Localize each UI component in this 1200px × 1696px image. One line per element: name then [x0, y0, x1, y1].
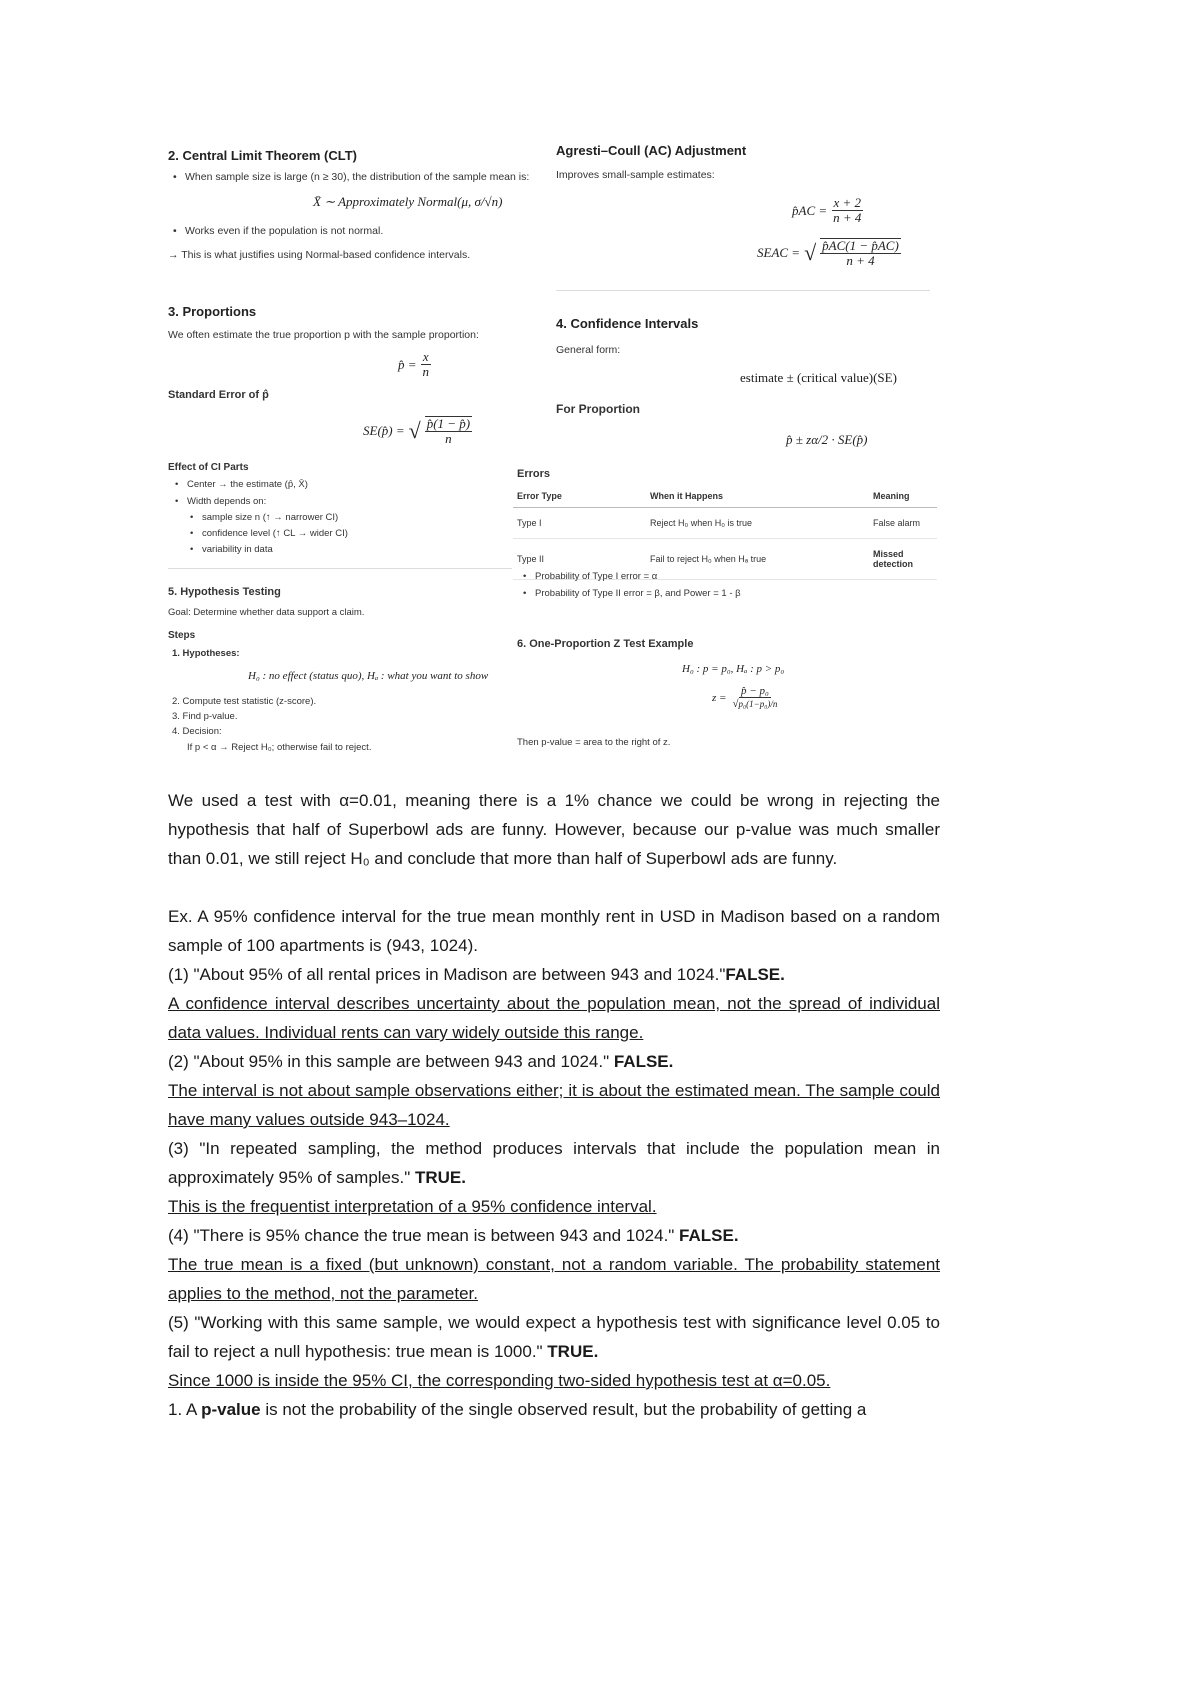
ztest-z-numerator: p̂ − p₀	[741, 685, 769, 697]
bullet-icon: •	[523, 571, 527, 582]
statement-2-explanation: The interval is not about sample observations either; it is about the estimated mean. The sample could have many values outside 943–1024.	[168, 1081, 940, 1129]
bullet-icon: •	[175, 479, 179, 490]
p-value-text: is not the probability of the single observed result, but the probability of getting a	[260, 1400, 867, 1419]
statement-2-verdict: FALSE.	[613, 1052, 674, 1071]
ci-parts-item	[175, 479, 308, 490]
ci-general: General form:	[556, 344, 621, 356]
ci-parts-item	[175, 496, 267, 507]
hyp-step-2: 2. Compute test statistic (z-score).	[172, 696, 317, 707]
se-denominator: n	[445, 431, 452, 447]
sqrt-icon: √	[732, 698, 739, 711]
ci-parts-subitem-text: confidence level (↑ CL → wider CI)	[202, 528, 348, 539]
errors-bullet-text: Probability of Type I error = α	[535, 571, 658, 582]
hyp-goal: Goal: Determine whether data support a claim.	[168, 607, 365, 618]
ztest-title: 6. One-Proportion Z Test Example	[517, 638, 694, 650]
ci-parts-subitem-text: sample size n (↑ → narrower CI)	[202, 512, 339, 523]
divider	[168, 568, 512, 569]
ac-desc: Improves small-sample estimates:	[556, 169, 715, 181]
statement-3-explanation: This is the frequentist interpretation of a 95% confidence interval.	[168, 1197, 657, 1216]
table-cell: Type I	[513, 508, 646, 539]
example-section	[168, 902, 940, 1424]
errors-header: Meaning	[869, 485, 937, 508]
ztest-z-formula	[712, 685, 779, 710]
statement-2-text: (2) "About 95% in this sample are between 943 and 1024."	[168, 1052, 614, 1071]
se-formula	[363, 416, 472, 447]
se-numerator: p̂(1 − p̂)	[426, 416, 471, 431]
proportions-title: 3. Proportions	[168, 304, 257, 319]
ci-parts-subitem	[190, 544, 273, 555]
ac-p-fraction	[831, 196, 863, 226]
p-value-term: p-value	[201, 1400, 261, 1419]
statement-4-explanation: The true mean is a fixed (but unknown) constant, not a random variable. The probability statement applies to the method, not the parameter.	[168, 1255, 940, 1303]
ac-se-denominator: n + 4	[846, 253, 875, 269]
statement-1-text: (1) "About 95% of all rental prices in Madison are between 943 and 1024."	[168, 965, 726, 984]
bullet-icon: •	[190, 512, 194, 523]
ac-p-denominator: n + 4	[833, 210, 862, 226]
hyp-step-4: 4. Decision:	[172, 726, 222, 737]
bullet-icon: •	[175, 496, 179, 507]
errors-header: Error Type	[513, 485, 646, 508]
errors-bullet	[523, 571, 658, 582]
conclusion-paragraph	[168, 786, 940, 873]
statement-3-text: (3) "In repeated sampling, the method produces intervals that include the population mean in approximately 95% of samples."	[168, 1139, 940, 1187]
table-cell: Missed detection	[869, 539, 937, 580]
se-fraction	[425, 416, 472, 447]
p-hat-formula	[398, 350, 431, 380]
ci-title: 4. Confidence Intervals	[556, 316, 699, 331]
ac-se-formula	[757, 238, 901, 269]
ci-parts-item-text: Width depends on:	[187, 496, 267, 507]
table-row	[513, 508, 937, 539]
bullet-icon: •	[523, 588, 527, 599]
sqrt-icon: √	[408, 418, 421, 444]
errors-header: When it Happens	[646, 485, 869, 508]
statement-1	[168, 960, 940, 989]
hyp-step-1: 1. Hypotheses:	[172, 648, 240, 659]
p-hat-fraction	[421, 350, 432, 380]
bullet-icon: •	[190, 528, 194, 539]
statement-4	[168, 1221, 940, 1250]
hyp-step-4-detail: If p < α → Reject H₀; otherwise fail to reject.	[187, 742, 372, 753]
p-hat-numerator: x	[422, 349, 429, 364]
statement-5	[168, 1308, 940, 1366]
hyp-step-1-formula: H₀ : no effect (status quo), Hₐ : what you want to show	[248, 670, 489, 682]
p-value-prefix: 1. A	[168, 1400, 202, 1419]
ac-se-fraction	[820, 238, 901, 269]
table-cell: Type II	[513, 539, 646, 580]
statement-4-verdict: FALSE.	[679, 1226, 739, 1245]
hyp-title: 5. Hypothesis Testing	[168, 586, 281, 598]
errors-title: Errors	[517, 468, 551, 480]
sqrt-icon: √	[804, 240, 817, 266]
clt-formula: X̄ ∼ Approximately Normal(μ, σ/√n)	[313, 194, 503, 209]
example-intro: Ex. A 95% confidence interval for the true mean monthly rent in USD in Madison based on a random sample of 100 apartments is (943, 1024).	[168, 907, 940, 955]
p-value-definition	[168, 1395, 940, 1424]
conclusion-text: We used a test with α=0.01, meaning there is a 1% chance we could be wrong in rejecting the hypothesis that half of Superbowl ads are funny. However, because our p-value was much smaller than 0.01, we still reject H₀ and conclude that more than half of Superbowl ads are funny.	[168, 791, 940, 868]
ztest-z-denominator	[730, 698, 779, 710]
errors-bullet	[523, 588, 741, 599]
ztest-hyp-formula: H₀ : p = p₀, Hₐ : p > p₀	[682, 663, 785, 675]
ci-parts-item-text: Center → the estimate (p̂, X̄)	[187, 479, 308, 490]
clt-title: 2. Central Limit Theorem (CLT)	[168, 148, 357, 163]
ci-parts-subitem-text: variability in data	[202, 544, 273, 555]
statement-5-verdict: TRUE.	[547, 1342, 599, 1361]
divider	[556, 290, 930, 291]
bullet-icon: •	[190, 544, 194, 555]
errors-table	[513, 485, 937, 580]
table-cell: Reject H₀ when H₀ is true	[646, 508, 869, 539]
ac-title: Agresti–Coull (AC) Adjustment	[556, 143, 747, 158]
table-cell: False alarm	[869, 508, 937, 539]
statement-3	[168, 1134, 940, 1192]
bullet-icon: •	[173, 171, 177, 183]
clt-bullet-1	[173, 171, 565, 183]
ztest-z-lhs: z =	[712, 691, 727, 704]
ac-p-formula	[792, 196, 863, 226]
ztest-z-fraction	[730, 685, 779, 710]
statement-3-verdict: TRUE.	[414, 1168, 466, 1187]
bullet-icon: •	[173, 225, 177, 237]
se-lhs: SE(p̂) =	[363, 423, 405, 439]
errors-bullet-text: Probability of Type II error = β, and Power = 1 - β	[535, 588, 741, 599]
ci-general-formula: estimate ± (critical value)(SE)	[740, 370, 897, 385]
statement-1-explanation: A confidence interval describes uncertainty about the population mean, not the spread of individual data values. Individual rents can vary widely outside this range.	[168, 994, 940, 1042]
ci-parts-title: Effect of CI Parts	[168, 462, 249, 473]
p-hat-lhs: p̂ =	[398, 356, 417, 372]
ac-p-numerator: x + 2	[833, 195, 862, 210]
p-hat-denominator: n	[422, 364, 430, 380]
statement-5-text: (5) "Working with this same sample, we would expect a hypothesis test with significance level 0.05 to fail to reject a null hypothesis: true mean is 1000."	[168, 1313, 940, 1361]
ci-parts-subitem	[190, 512, 339, 523]
ci-parts-subitem	[190, 528, 348, 539]
statement-2	[168, 1047, 940, 1076]
se-title: Standard Error of p̂	[168, 389, 269, 401]
ztest-note: Then p-value = area to the right of z.	[517, 737, 671, 748]
ac-se-lhs: SEAC =	[757, 245, 801, 261]
clt-bullet-2-text: Works even if the population is not normal.	[185, 225, 384, 237]
ac-se-numerator: p̂AC(1 − p̂AC)	[822, 238, 899, 253]
clt-bullet-1-text: When sample size is large (n ≥ 30), the distribution of the sample mean is:	[185, 171, 530, 183]
clt-note: → This is what justifies using Normal-based confidence intervals.	[168, 249, 471, 261]
ci-prop-formula: p̂ ± zα/2 · SE(p̂)	[786, 432, 868, 447]
ac-p-lhs: p̂AC =	[792, 202, 828, 218]
clt-bullet-2	[173, 225, 384, 237]
hyp-steps-title: Steps	[168, 630, 196, 641]
statement-1-verdict: FALSE.	[725, 965, 785, 984]
ztest-z-denominator-text: p₀(1−p₀)/n	[738, 699, 778, 710]
ci-prop-title: For Proportion	[556, 402, 640, 416]
errors-header-row	[513, 485, 937, 508]
statement-5-explanation: Since 1000 is inside the 95% CI, the corresponding two-sided hypothesis test at α=0.05.	[168, 1371, 831, 1390]
proportions-desc: We often estimate the true proportion p with the sample proportion:	[168, 329, 479, 341]
hyp-step-3: 3. Find p-value.	[172, 711, 238, 722]
table-cell: Fail to reject H₀ when Hₐ true	[646, 539, 869, 580]
statement-4-text: (4) "There is 95% chance the true mean is between 943 and 1024."	[168, 1226, 680, 1245]
